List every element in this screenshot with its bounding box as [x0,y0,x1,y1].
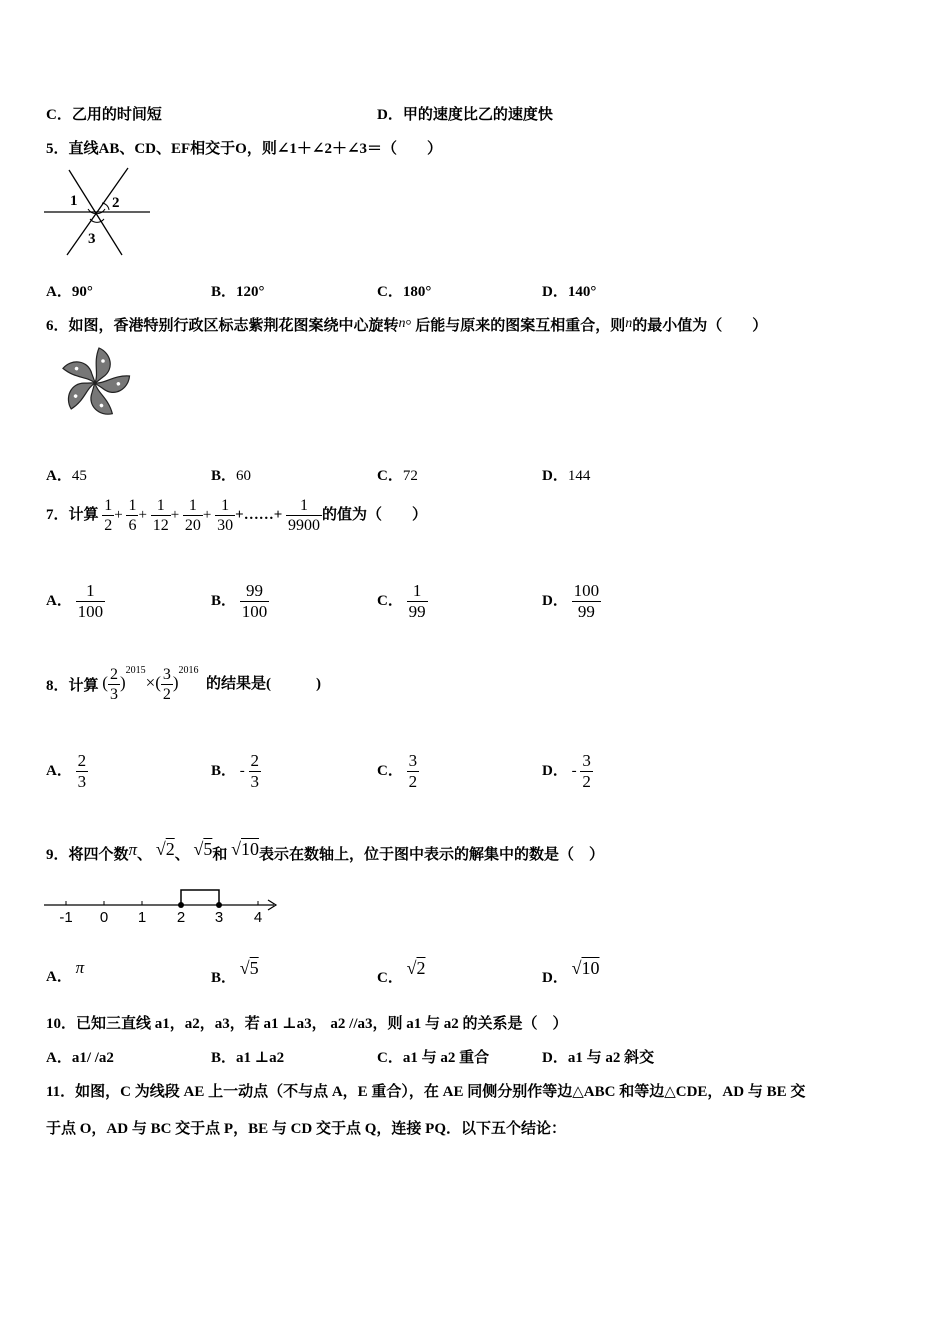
q10-stem: 10．已知三直线 a1，a2，a3，若 a1 ⊥a3， a2 //a3，则 a1 与 a2 的关系是（ ） [46,1016,568,1032]
q7-prefix: 7．计算 [46,506,99,523]
q10-option-a: A．a1/ /a2 [46,1050,114,1066]
angle-2-label: 2 [112,195,120,211]
q6-stem [46,314,767,335]
q8-option-a: A． $\frac{2}{3}$ [46,751,87,791]
tick-neg1: -1 [59,909,73,926]
q7-option-b: B． $\frac{99}{100}$ [211,581,268,621]
q7-frac-5: $\frac{1}{30}$ [217,497,234,534]
q7-option-d: D． $\frac{100}{99}$ [542,581,600,621]
q5-angle-figure [44,165,154,257]
tick-0: 0 [99,909,109,926]
q7-option-a: A． $\frac{1}{100}$ [46,581,104,621]
q6-option-a: A．45 [46,468,87,484]
q9-stem: 9．将四个数π、 √2、 √5和 √10表示在数轴上，位于图中表示的解集中的数是（ ） [46,839,605,863]
q7-frac-1: $\frac{1}{2}$ [104,497,113,534]
q6-stem-c: 的最小值为（ ） [632,318,768,334]
q6-degree: ° [405,318,412,334]
q6-stem-a: 6．如图，香港特别行政区标志紫荆花图案绕中心旋转 [46,318,399,334]
tick-1: 1 [137,909,147,926]
q7-frac-last: $\frac{1}{9900}$ [288,497,320,534]
q8-stem: 8．计算 ( $\frac{2}{3}$ )$^{2015}$×( $\frac{3}{2}$ )$^{2016}$ 的结果是( ) [46,665,322,703]
q8-option-d: D． - $\frac{3}{2}$ [542,751,591,791]
q8-option-c: C． $\frac{3}{2}$ [377,751,418,791]
q5-option-d: D．140° [542,284,597,300]
q7-frac-4: $\frac{1}{20}$ [184,497,201,534]
q6-option-d: D．144 [542,468,591,484]
q7-suffix: 的值为（ ） [322,506,428,523]
q11-line-1: 11．如图，C 为线段 AE 上一动点（不与点 A，E 重合），在 AE 同侧分别作等边△ABC 和等边△CDE，AD 与 BE 交 [46,1084,806,1100]
bauhinia-flower-icon [50,338,140,428]
q5-option-b: B．120° [211,284,265,300]
q6-n-symbol: n [398,316,406,331]
angle-3-label: 3 [88,231,96,247]
tick-2: 2 [176,909,186,926]
q4-option-d: D．甲的速度比乙的速度快 [377,107,553,123]
q5-stem: 5．直线AB、CD、EF相交于O，则∠1＋∠2＋∠3＝（ ） [46,141,443,157]
q8-exp-2: 2016 [178,665,199,676]
q9-option-a: A． π [46,958,85,985]
q10-option-d: D．a1 与 a2 斜交 [542,1050,655,1066]
q6-stem-b: 后能与原来的图案互相重合，则 [415,318,626,334]
q10-option-c: C．a1 与 a2 重合 [377,1050,490,1066]
q6-option-c: C．72 [377,468,418,484]
q8-frac-1: $\frac{2}{3}$ [109,666,118,703]
q8-frac-2: $\frac{3}{2}$ [162,666,171,703]
q7-option-c: C． $\frac{1}{99}$ [377,581,426,621]
angle-1-label: 1 [70,193,78,209]
q10-option-b: B．a1 ⊥a2 [211,1050,285,1066]
tick-3: 3 [214,909,224,926]
q7-stem: 7．计算 $\frac{1}{2}$ + $\frac{1}{6}$ + $\frac{1}{12}$ + $\frac{1}{20}$ + $\frac{1}{30}$ +……+ $\frac{1}{9900}$ 的值为（ ） [46,497,428,534]
q5-option-a: A．90° [46,284,93,300]
q7-frac-3: $\frac{1}{12}$ [152,497,169,534]
q9-option-b: B． √5 [211,958,259,986]
q8-prefix: 8．计算 [46,678,99,694]
q8-suffix: 的结果是( ) [206,675,322,692]
q8-option-b: B． - $\frac{2}{3}$ [211,751,260,791]
q5-option-c: C．180° [377,284,432,300]
q11-line-2: 于点 O，AD 与 BC 交于点 P，BE 与 CD 交于点 Q，连接 PQ．以下五个结论： [46,1121,567,1137]
q9-number-line [44,884,284,926]
tick-4: 4 [253,909,263,926]
q7-frac-2: $\frac{1}{6}$ [128,497,137,534]
q6-option-b: B．60 [211,468,252,484]
q4-option-c: C．乙用的时间短 [46,107,162,123]
q6-n-symbol-2: n [625,316,633,331]
q8-exp-1: 2015 [125,665,146,676]
q9-option-d: D． √10 [542,958,600,986]
q9-option-c: C． √2 [377,958,426,986]
